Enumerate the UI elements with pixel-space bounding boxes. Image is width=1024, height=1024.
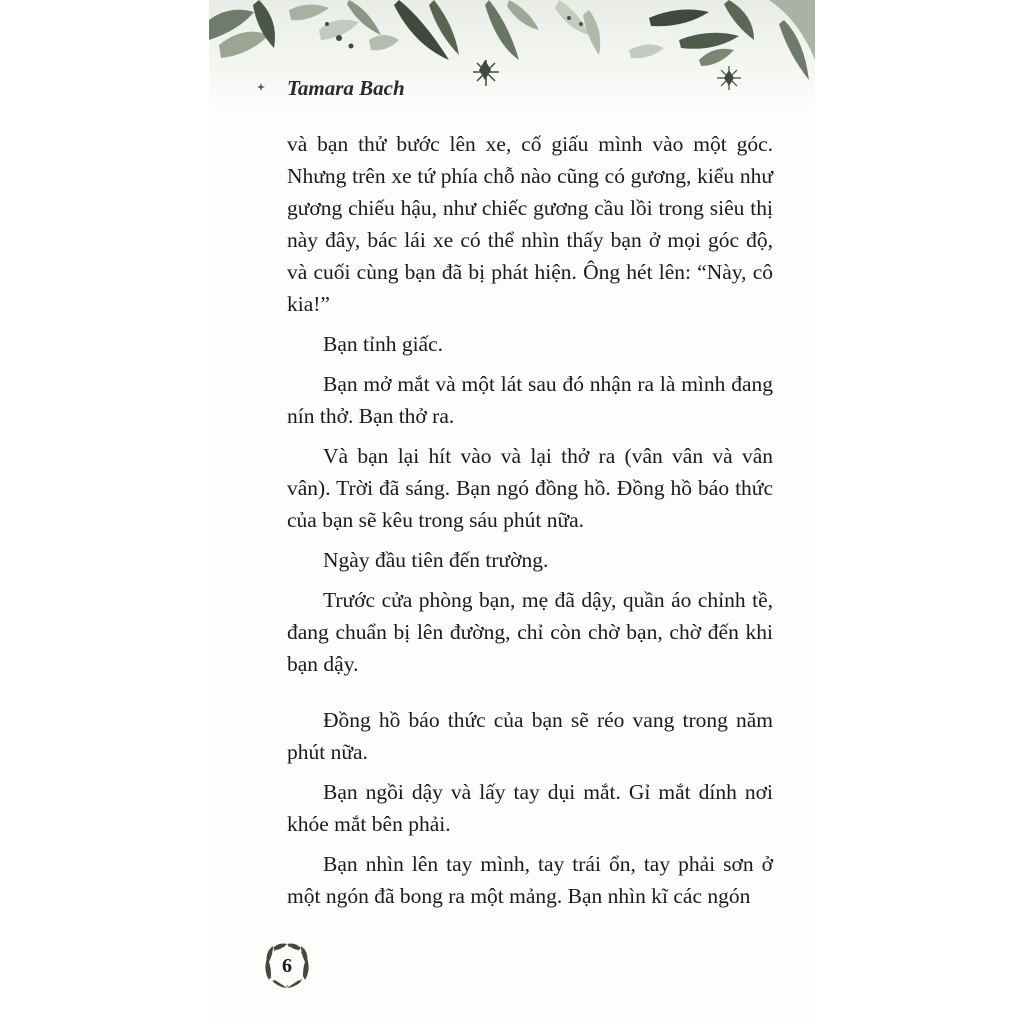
flourish-icon <box>257 83 265 91</box>
page-number: 6 <box>282 954 292 977</box>
paragraph: Trước cửa phòng bạn, mẹ đã dậy, quần áo chỉnh tề, đang chuẩn bị lên đường, chỉ còn chờ bạn, chờ đến khi bạn dậy. <box>287 588 773 676</box>
paragraph: và bạn thử bước lên xe, cố giấu mình vào một góc. Nhưng trên xe tứ phía chỗ nào cũng có gương, kiểu như gương chiếu hậu, như chiếc gương cầu lồi trong siêu thị này đây, bác lái xe có thể nhìn thấy bạn ở mọi góc độ, và cuối cùng bạn đã bị phát hiện. Ông hét lên: “Này, cô kia!” <box>287 132 773 316</box>
paragraph: Và bạn lại hít vào và lại thở ra (vân vân và vân vân). Trời đã sáng. Bạn ngó đồng hồ. Đồng hồ báo thức của bạn sẽ kêu trong sáu phút nữa. <box>287 444 773 532</box>
paragraph: Đồng hồ báo thức của bạn sẽ réo vang trong năm phút nữa. <box>287 708 773 764</box>
paragraph: Bạn nhìn lên tay mình, tay trái ổn, tay phải sơn ở một ngón đã bong ra một mảng. Bạn nhìn kĩ các ngón <box>287 852 773 908</box>
book-page <box>209 0 815 1024</box>
body-text <box>287 128 773 920</box>
running-header-author: Tamara Bach <box>287 76 405 100</box>
paragraph: Bạn ngồi dậy và lấy tay dụi mắt. Gỉ mắt dính nơi khóe mắt bên phải. <box>287 780 773 836</box>
paragraph: Ngày đầu tiên đến trường. <box>323 548 549 572</box>
paragraph: Bạn mở mắt và một lát sau đó nhận ra là mình đang nín thở. Bạn thở ra. <box>287 372 773 428</box>
page-number-badge <box>259 940 315 992</box>
paragraph: Bạn tỉnh giấc. <box>323 332 444 356</box>
